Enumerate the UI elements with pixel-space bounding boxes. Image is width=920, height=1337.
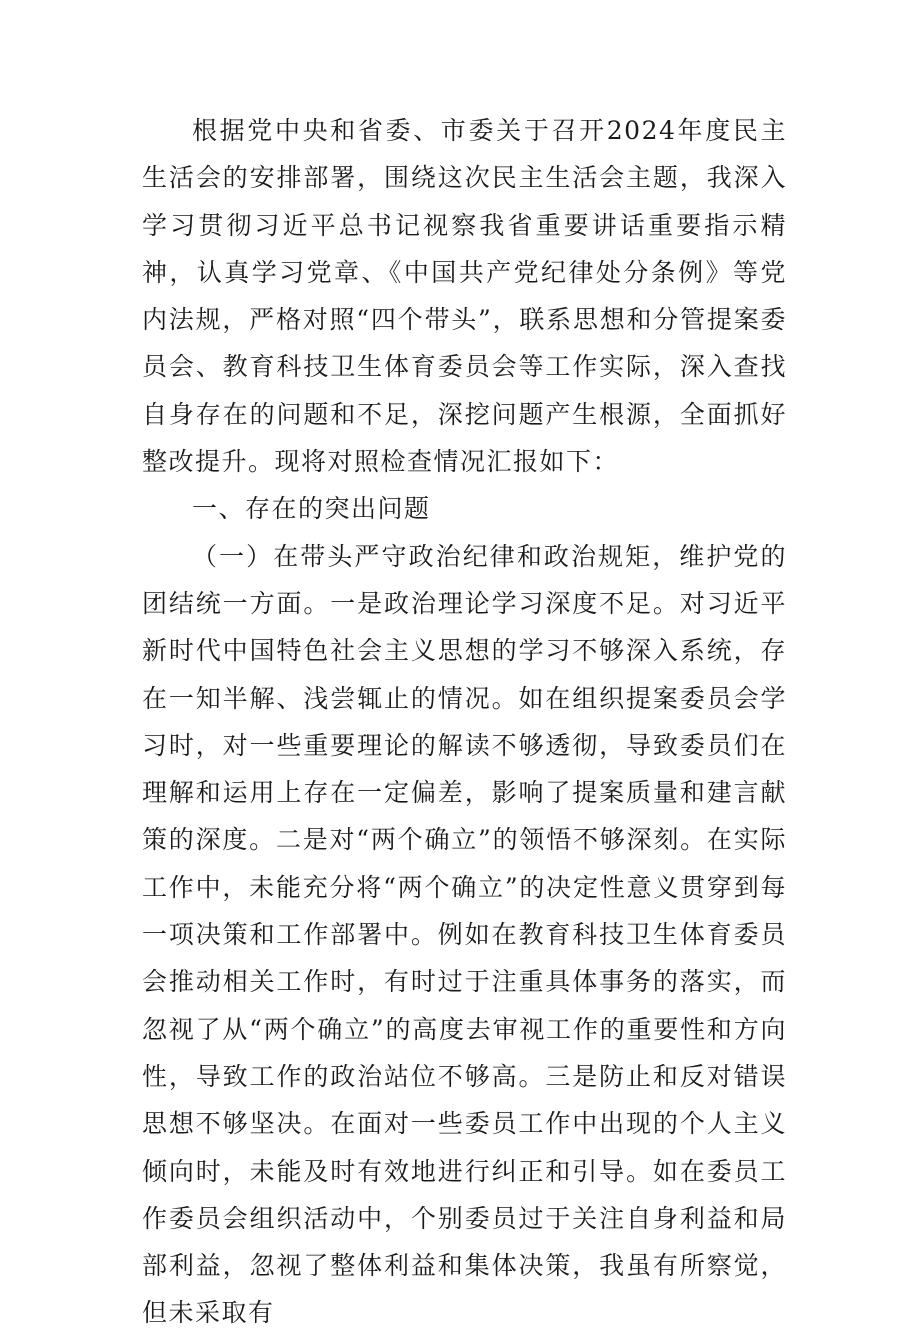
- section-1-paragraph: （一）在带头严守政治纪律和政治规矩，维护党的团结统一方面。一是政治理论学习深度不足。对习近平新时代中国特色社会主义思想的学习不够深入系统，存在一知半解、浅尝辄止的情况。如在组织提案委员会学习时，对一些重要理论的解读不够透彻，导致委员们在理解和运用上存在一定偏差，影响了提案质量和建言献策的深度。二是对“两个确立”的领悟不够深刻。在实际工作中，未能充分将“两个确立”的决定性意义贯穿到每一项决策和工作部署中。例如在教育科技卫生体育委员会推动相关工作时，有时过于注重具体事务的落实，而忽视了从“两个确立”的高度去审视工作的重要性和方向性，导致工作的政治站位不够高。三是防止和反对错误思想不够坚决。在面对一些委员工作中出现的个人主义倾向时，未能及时有效地进行纠正和引导。如在委员工作委员会组织活动中，个别委员过于关注自身利益和局部利益，忽视了整体利益和集体决策，我虽有所察觉，但未采取有: [142, 541, 787, 1328]
- section-heading: 一、存在的突出问题: [192, 494, 431, 524]
- intro-paragraph: 根据党中央和省委、市委关于召开2024年度民主生活会的安排部署，围绕这次民主生活会主题，我深入学习贯彻习近平总书记视察我省重要讲话重要指示精神，认真学习党章、《中国共产党纪律处分条例》等党内法规，严格对照“四个带头”，联系思想和分管提案委员会、教育科技卫生体育委员会等工作实际，深入查找自身存在的问题和不足，深挖问题产生根源，全面抓好整改提升。现将对照检查情况汇报如下：: [142, 116, 787, 477]
- document-body: [142, 107, 787, 1337]
